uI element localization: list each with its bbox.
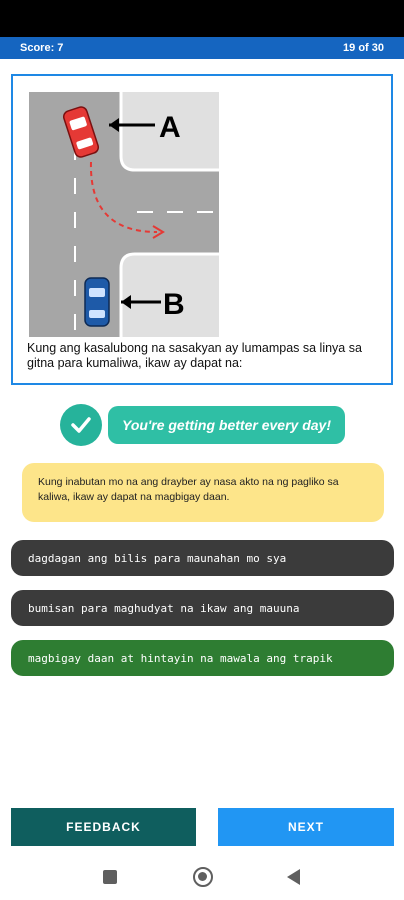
back-icon[interactable] (287, 869, 300, 885)
score-label: Score: 7 (20, 42, 64, 54)
check-icon (60, 404, 102, 446)
label-a: A (159, 111, 181, 144)
next-button[interactable]: NEXT (218, 808, 394, 846)
option-1[interactable]: dagdagan ang bilis para maunahan mo sya (11, 540, 394, 576)
status-bar (0, 0, 404, 37)
feedback-row (60, 404, 345, 446)
option-3-correct[interactable]: magbigay daan at hintayin na mawala ang trapik (11, 640, 394, 676)
home-icon[interactable] (193, 867, 213, 887)
label-b: B (163, 288, 185, 321)
question-illustration (29, 92, 219, 337)
question-text: Kung ang kasalubong na sasakyan ay lumampas sa linya sa gitna para kumaliwa, ikaw ay dapat na: (27, 341, 362, 370)
encouragement-badge: You're getting better every day! (108, 406, 345, 444)
option-2[interactable]: bumisan para maghudyat na ikaw ang mauuna (11, 590, 394, 626)
recents-icon[interactable] (103, 870, 117, 884)
score-bar (0, 37, 404, 59)
system-nav-bar (0, 856, 404, 900)
feedback-button[interactable]: FEEDBACK (11, 808, 196, 846)
hint-box: Kung inabutan mo na ang drayber ay nasa akto na ng pagliko sa kaliwa, ikaw ay dapat na magbigay daan. (22, 463, 384, 522)
question-card (11, 74, 393, 385)
progress-label: 19 of 30 (343, 42, 384, 54)
